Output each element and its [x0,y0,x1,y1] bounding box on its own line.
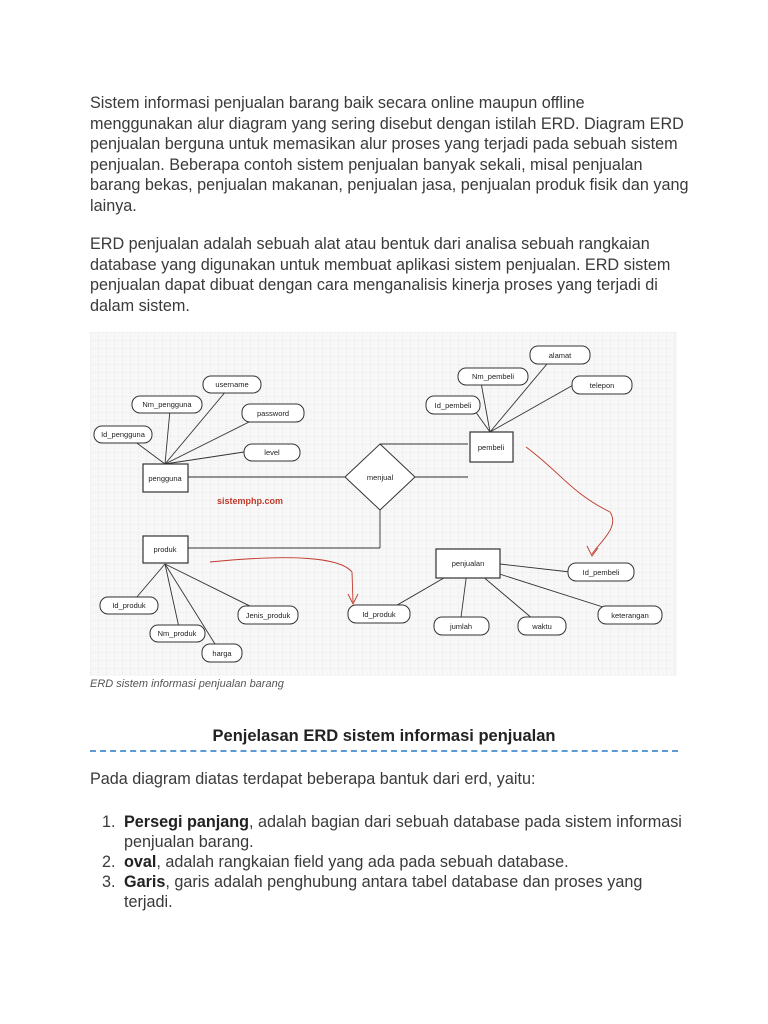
entity-label: penjualan [451,559,485,568]
attr-label: Id_pengguna [101,430,145,439]
attr-label: harga [212,649,232,658]
attr-alamat [530,346,590,364]
attr-label: Id_produk [112,601,146,610]
attr-nm-produk [150,625,205,642]
attr-label: level [264,448,280,457]
paragraph-intro: Sistem informasi penjualan barang baik secara online maupun offline menggunakan alur diagram yang sering disebut dengan istilah ERD. Diagram ERD penjualan berguna untuk memasikan alur proses yang terjadi pada sebuah sistem penjualan. Beberapa contoh sistem penjualan banyak sekali, misal penjualan barang bekas, penjualan makanan, penjualan jasa, penjualan produk fisik dan yang lainya. [90,94,689,215]
list-number: 2. [102,853,116,871]
attr-label: Id_pembeli [582,568,620,577]
entity-penjualan [436,549,500,578]
list-number: 3. [102,873,116,891]
attr-label: Nm_pembeli [471,372,515,381]
intro-text: Pada diagram diatas terdapat beberapa bantuk dari erd, yaitu: [90,770,536,788]
entity-produk [143,536,188,563]
relation-label: menjual [366,473,394,482]
attr-label: Nm_produk [157,629,197,638]
attr-label: Id_pembeli [434,401,472,410]
attr-username [203,376,261,393]
list-term: Persegi panjang [124,813,250,831]
list-item [90,852,690,872]
attr-nm-pengguna [132,396,202,413]
attr-keterangan [598,606,662,624]
entity-label: pengguna [148,474,182,483]
attr-id-pembeli [426,396,480,414]
attr-label: waktu [532,622,552,631]
list-item [90,812,690,852]
attr-id-produk-penjualan [348,605,410,623]
attr-label: Jenis_produk [245,611,291,620]
attr-label: password [256,409,290,418]
diagram-caption: ERD sistem informasi penjualan barang [90,678,284,690]
attr-label: keterangan [611,611,649,620]
list-term: oval [124,853,157,871]
list-number: 1. [102,813,116,831]
attr-nm-pembeli [458,368,528,385]
watermark-text: sistemphp.com [217,496,284,506]
list-item [90,872,690,912]
attr-telepon [572,376,632,394]
attr-level [244,444,300,461]
attr-harga [202,644,242,662]
attr-label: Id_produk [362,610,396,619]
attr-label: username [215,380,249,389]
entity-label: pembeli [477,443,505,452]
attr-label: jumlah [449,622,473,631]
erd-diagram [90,332,677,676]
list-term: Garis [124,873,166,891]
paragraph-erd-definition: ERD penjualan adalah sebuah alat atau bentuk dari analisa sebuah rangkaian database yang digunakan untuk membuat aplikasi sistem penjualan. ERD sistem penjualan dapat dibuat dengan cara menganalisis kinerja proses yang terjadi di dalam sistem. [90,235,671,315]
entity-pengguna [143,464,188,492]
section-heading: Penjelasan ERD sistem informasi penjualan [90,727,678,752]
attr-id-pengguna [94,426,152,443]
list-text: , garis adalah penghubung antara tabel database dan proses yang terjadi. [124,873,643,911]
attr-jumlah [434,617,489,635]
shapes-list [90,812,690,912]
list-text: , adalah rangkaian field yang ada pada sebuah database. [156,853,569,871]
attr-id-pembeli-penjualan [568,563,634,581]
list-text: , adalah bagian dari sebuah database pada sistem informasi penjualan barang. [124,813,682,851]
entity-pembeli [470,432,513,462]
attr-label: alamat [548,351,572,360]
entity-label: produk [153,545,177,554]
attr-jenis-produk [238,606,298,624]
attr-label: Nm_pengguna [142,400,192,409]
attr-id-produk [100,597,158,614]
attr-password [242,404,304,422]
attr-label: telepon [589,381,615,390]
attr-waktu [518,617,566,635]
